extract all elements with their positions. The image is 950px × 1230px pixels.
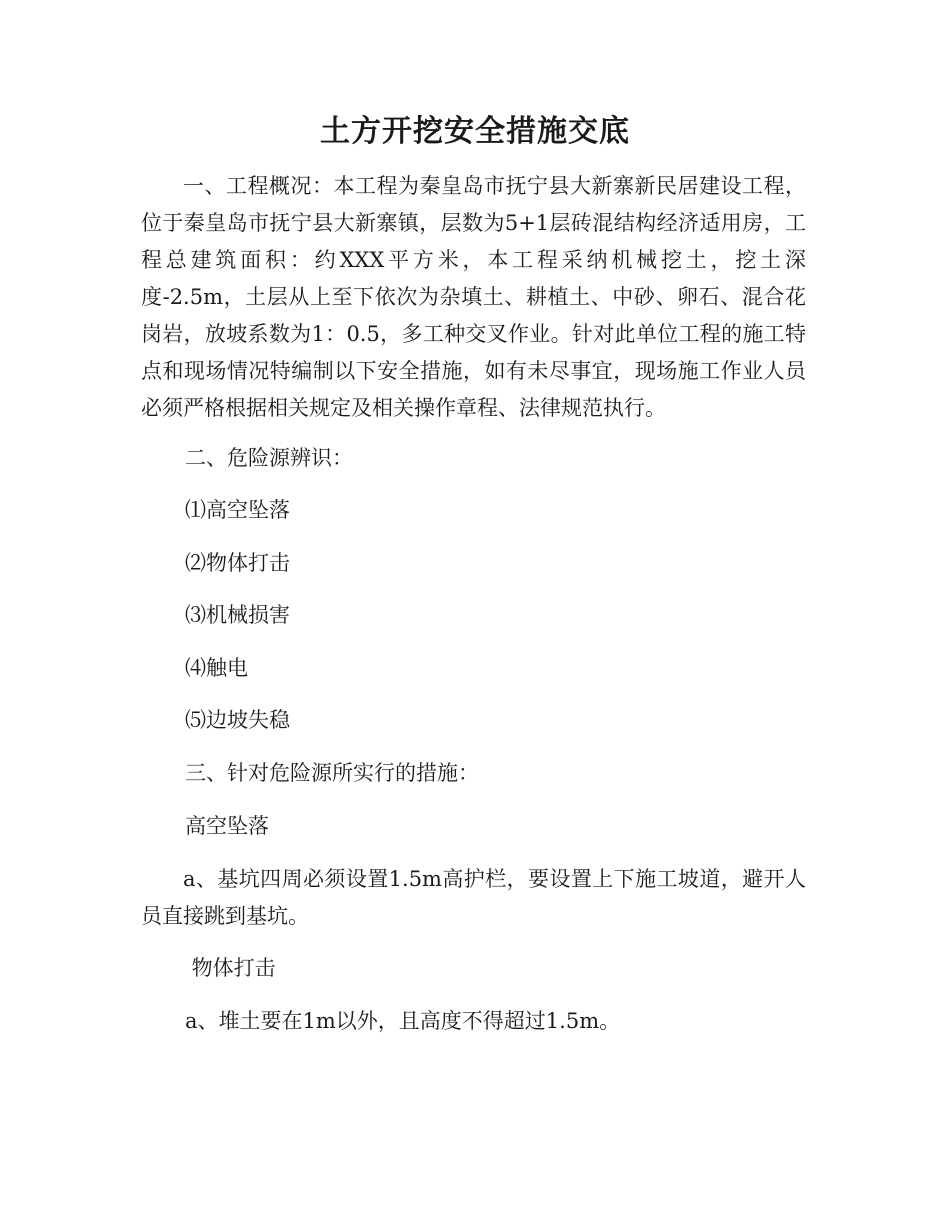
subsection-item-fall: a、基坑四周必须设置1.5m高护栏，要设置上下施工坡道，避开人员直接跳到基坑。 <box>141 867 806 928</box>
subsection-item-object-strike: a、堆土要在1m以外，且高度不得超过1.5m。 <box>185 1009 621 1033</box>
hazard-item: ⑸边坡失稳 <box>185 708 290 732</box>
hazard-identification-heading: 二、危险源辨识： <box>185 446 353 470</box>
project-overview-paragraph: 一、工程概况：本工程为秦皇岛市抚宁县大新寨新民居建设工程，位于秦皇岛市抚宁县大新寨镇，层数为5+1层砖混结构经济适用房，工程总建筑面积：约XXX平方米，本工程采纳机械挖土，挖土深度-2.5m，土层从上至下依次为杂填土、耕植土、中砂、卵石、混合花岗岩，放坡系数为1：0.5，多工种交叉作业。针对此单位工程的施工特点和现场情况特编制以下安全措施，如有未尽事宜，现场施工作业人员必须严格根据相关规定及相关操作章程、法律规范执行。 <box>141 174 806 420</box>
hazard-item: ⑵物体打击 <box>185 551 290 575</box>
hazard-item: ⑷触电 <box>185 656 248 680</box>
hazard-item: ⑶机械损害 <box>185 603 290 627</box>
document-title: 土方开挖安全措施交底 <box>320 114 630 149</box>
hazard-item: ⑴高空坠落 <box>185 498 290 522</box>
subsection-heading-fall: 高空坠落 <box>185 814 269 838</box>
measures-heading: 三、针对危险源所实行的措施： <box>185 761 479 785</box>
subsection-heading-object-strike: 物体打击 <box>185 956 276 980</box>
